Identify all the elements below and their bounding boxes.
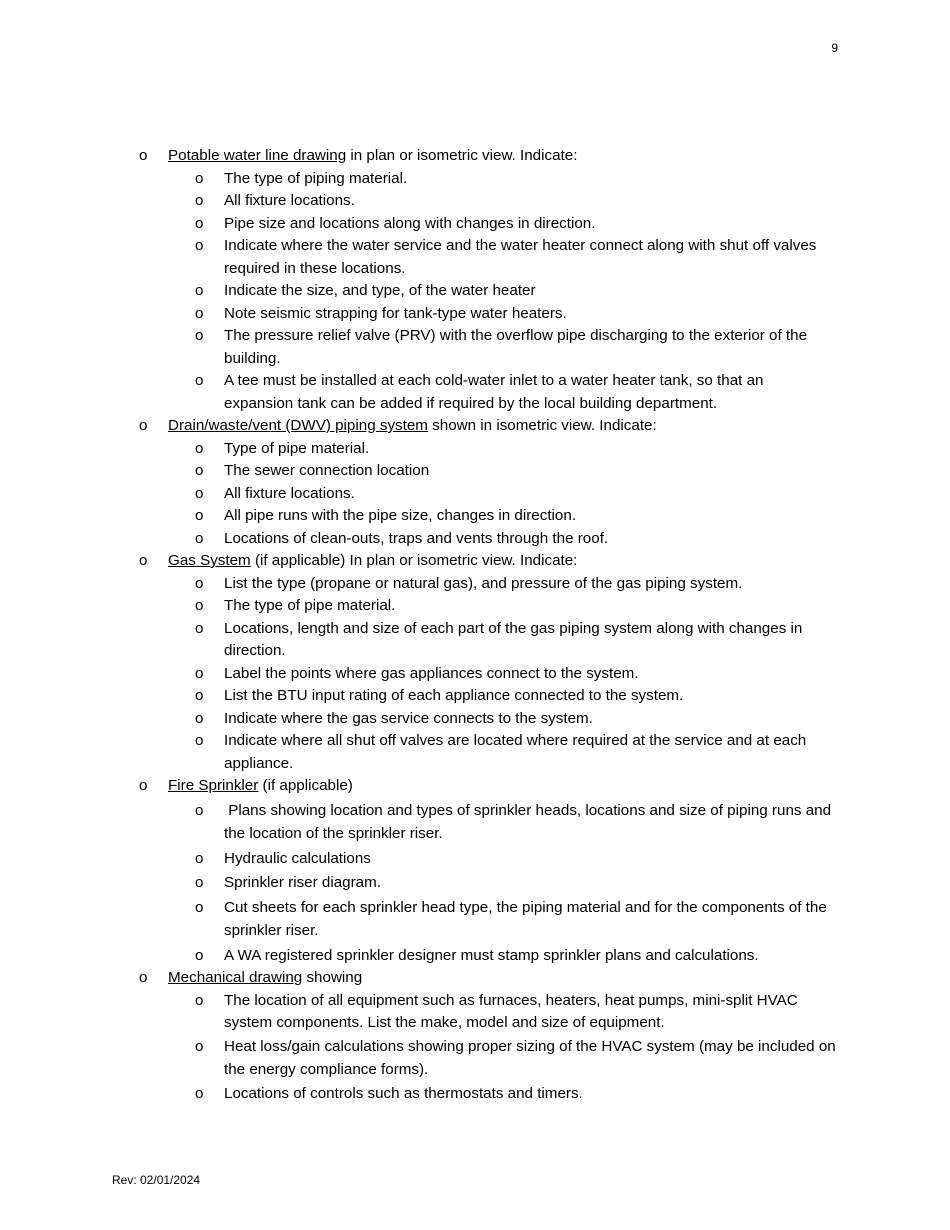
list-item [0, 438, 840, 461]
section-mechanical-drawing [0, 967, 950, 1105]
list-item [0, 708, 840, 731]
item-text: Locations, length and size of each part of the gas piping system along with changes in direction. [224, 619, 803, 659]
item-text: Plans showing location and types of sprinkler heads, locations and size of piping runs and the location of the sprinkler riser. [224, 801, 836, 842]
list-item [0, 990, 840, 1035]
sub-list [168, 990, 840, 1106]
item-text: The type of pipe material. [224, 597, 396, 614]
section-heading: Drain/waste/vent (DWV) piping system [168, 417, 428, 434]
item-text: All pipe runs with the pipe size, changes in direction. [224, 507, 577, 524]
section-tail: shown in isometric view. Indicate: [427, 417, 657, 434]
list-item [0, 730, 840, 775]
section-tail: (if applicable) In plan or isometric view. Indicate: [250, 552, 578, 569]
section-potable-water [0, 145, 950, 415]
bullet-icon: o [195, 732, 204, 749]
list-item [0, 213, 840, 236]
bullet-icon: o [195, 597, 204, 614]
item-text: Indicate the size, and type, of the water heater [224, 282, 536, 299]
item-text: A tee must be installed at each cold-water inlet to a water heater tank, so that an expansion tank can be added if required by the local building department. [224, 372, 764, 412]
item-text: Cut sheets for each sprinkler head type, the piping material and for the components of the sprinkler riser. [224, 898, 827, 939]
list-item [0, 685, 840, 708]
item-text: Label the points where gas appliances connect to the system. [224, 664, 639, 682]
bullet-icon: o [195, 898, 204, 916]
item-text: Indicate where the water service and the water heater connect along with shut off valves required in these locations. [224, 237, 817, 277]
section-heading: Gas System [168, 552, 251, 569]
item-text: Heat loss/gain calculations showing proper sizing of the HVAC system (may be included on the energy compliance forms). [224, 1037, 836, 1078]
list-item [0, 847, 840, 871]
item-text: The pressure relief valve (PRV) with the overflow pipe discharging to the exterior of the building. [224, 327, 808, 367]
sub-list [168, 438, 840, 551]
bullet-icon: o [195, 484, 204, 502]
item-text: Pipe size and locations along with changes in direction. [224, 214, 596, 232]
bullet-icon: o [195, 372, 204, 389]
section-tail: in plan or isometric view. Indicate: [346, 147, 578, 164]
list-item [0, 663, 840, 686]
bullet-icon: o [195, 1084, 204, 1102]
item-text: Note seismic strapping for tank-type water heaters. [224, 304, 567, 322]
item-text: Locations of clean-outs, traps and vents through the roof. [224, 529, 609, 547]
item-text: Locations of controls such as thermostats and timers. [224, 1084, 583, 1102]
bullet-icon: o [195, 169, 204, 187]
list-item [0, 799, 840, 846]
item-text: The type of piping material. [224, 169, 408, 187]
list-item [0, 280, 840, 303]
sub-list [168, 168, 840, 416]
list-item [0, 944, 840, 968]
document-body [0, 145, 950, 1105]
bullet-icon: o [195, 214, 204, 232]
item-text: Indicate where all shut off valves are located where required at the service and at each appliance. [224, 732, 807, 772]
item-text: The sewer connection location [224, 462, 430, 479]
section-tail: (if applicable) [258, 777, 353, 794]
bullet-icon: o [195, 874, 204, 891]
item-text: Sprinkler riser diagram. [224, 874, 381, 891]
item-text: All fixture locations. [224, 484, 355, 502]
sub-list [168, 799, 840, 968]
list-item [0, 190, 840, 213]
item-text: Type of pipe material. [224, 439, 370, 457]
bullet-icon: o [195, 1037, 204, 1055]
bullet-icon: o [195, 687, 204, 704]
bullet-icon: o [195, 507, 204, 524]
list-item [0, 618, 840, 663]
section-heading: Fire Sprinkler [168, 777, 259, 794]
bullet-icon: o [195, 991, 204, 1009]
bullet-icon: o [139, 147, 148, 164]
section-dwv-piping [0, 415, 950, 550]
item-text: List the BTU input rating of each appliance connected to the system. [224, 687, 684, 704]
item-text: All fixture locations. [224, 192, 355, 209]
list-item [0, 595, 840, 618]
section-heading: Mechanical drawing [168, 969, 303, 986]
item-text: Hydraulic calculations [224, 849, 371, 867]
bullet-icon: o [195, 304, 204, 322]
bullet-icon: o [195, 801, 204, 819]
section-tail: showing [302, 969, 363, 986]
section-heading: Potable water line drawing [168, 147, 347, 164]
bullet-icon: o [195, 664, 204, 682]
list-item [0, 235, 840, 280]
item-text: Indicate where the gas service connects to the system. [224, 709, 593, 727]
section-fire-sprinkler [0, 775, 950, 967]
bullet-icon: o [139, 552, 148, 569]
bullet-icon: o [195, 709, 204, 727]
bullet-icon: o [195, 946, 204, 964]
sub-list [168, 573, 840, 776]
bullet-icon: o [195, 192, 204, 209]
list-item [0, 573, 840, 596]
list-item [0, 460, 840, 483]
bullet-icon: o [195, 574, 204, 592]
bullet-icon: o [195, 619, 204, 637]
list-item [0, 871, 840, 895]
bullet-icon: o [195, 237, 204, 254]
list-item [0, 303, 840, 326]
item-text: The location of all equipment such as furnaces, heaters, heat pumps, mini-split HVAC system components. List the make, model and size of equipment. [224, 991, 798, 1031]
page-number: 9 [831, 41, 838, 55]
item-text: A WA registered sprinkler designer must stamp sprinkler plans and calculations. [224, 946, 759, 964]
list-item [0, 483, 840, 506]
bullet-icon: o [139, 969, 148, 986]
list-item [0, 505, 840, 528]
list-item [0, 325, 840, 370]
requirements-list [0, 145, 950, 1105]
list-item [0, 168, 840, 191]
item-text: List the type (propane or natural gas), and pressure of the gas piping system. [224, 574, 743, 592]
bullet-icon: o [195, 849, 204, 867]
list-item [0, 1083, 840, 1106]
bullet-icon: o [195, 439, 204, 457]
bullet-icon: o [195, 462, 204, 479]
revision-footer: Rev: 02/01/2024 [112, 1173, 201, 1187]
list-item [0, 370, 840, 415]
list-item [0, 528, 840, 551]
list-item [0, 1035, 840, 1082]
bullet-icon: o [139, 417, 148, 434]
section-gas-system [0, 550, 950, 775]
list-item [0, 896, 840, 943]
bullet-icon: o [139, 777, 148, 794]
bullet-icon: o [195, 282, 204, 299]
bullet-icon: o [195, 529, 204, 547]
bullet-icon: o [195, 327, 204, 344]
